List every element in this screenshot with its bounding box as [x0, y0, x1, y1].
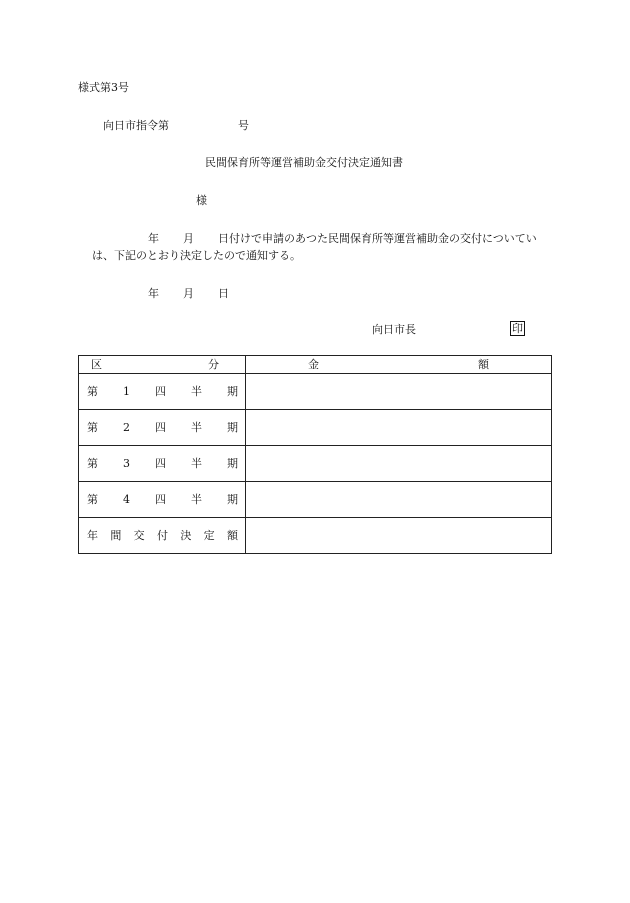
directive-number-line	[103, 120, 249, 131]
header-amount-cell	[246, 356, 552, 374]
row-label-cell	[79, 446, 246, 482]
row-label: 第 3 四 半 期	[87, 457, 238, 470]
date-line	[148, 288, 229, 299]
document-title: 民間保育所等運営補助金交付決定通知書	[205, 156, 403, 169]
header-category-label: 区 分	[91, 358, 219, 371]
directive-suffix: 号	[238, 119, 249, 132]
issuer-name: 向日市長	[372, 323, 416, 336]
table-row	[79, 482, 552, 518]
seal-icon: 印	[512, 322, 523, 335]
row-amount-cell	[246, 374, 552, 410]
date-month-label: 月	[183, 287, 194, 300]
subsidy-amount-table	[78, 355, 552, 554]
body-paragraph-line-2: は、下記のとおり決定したので通知する。	[92, 249, 301, 262]
body-paragraph-line-1	[148, 233, 537, 244]
table-row	[79, 374, 552, 410]
row-label: 年 間 交 付 決 定 額	[87, 529, 238, 542]
body-text-rest: 日付けで申請のあつた民間保育所等運営補助金の交付についてい	[218, 232, 537, 245]
table-row	[79, 518, 552, 554]
row-label: 第 4 四 半 期	[87, 493, 238, 506]
row-label-cell	[79, 482, 246, 518]
header-category-cell	[79, 356, 246, 374]
table-row	[79, 446, 552, 482]
body-month-label: 月	[183, 232, 194, 245]
row-amount-cell	[246, 518, 552, 554]
row-amount-cell	[246, 446, 552, 482]
row-label: 第 2 四 半 期	[87, 421, 238, 434]
directive-prefix: 向日市指令第	[103, 119, 169, 132]
date-day-label: 日	[218, 287, 229, 300]
addressee-suffix: 様	[196, 194, 207, 207]
table-header-row	[79, 356, 552, 374]
date-year-label: 年	[148, 287, 159, 300]
header-amount-label: 金 額	[308, 358, 489, 371]
row-amount-cell	[246, 410, 552, 446]
row-label-cell	[79, 410, 246, 446]
body-year-label: 年	[148, 232, 159, 245]
row-label-cell	[79, 374, 246, 410]
row-label: 第 1 四 半 期	[87, 385, 238, 398]
form-number-label: 様式第3号	[78, 81, 129, 94]
row-amount-cell	[246, 482, 552, 518]
seal-mark	[510, 321, 525, 336]
row-label-cell	[79, 518, 246, 554]
table-row	[79, 410, 552, 446]
